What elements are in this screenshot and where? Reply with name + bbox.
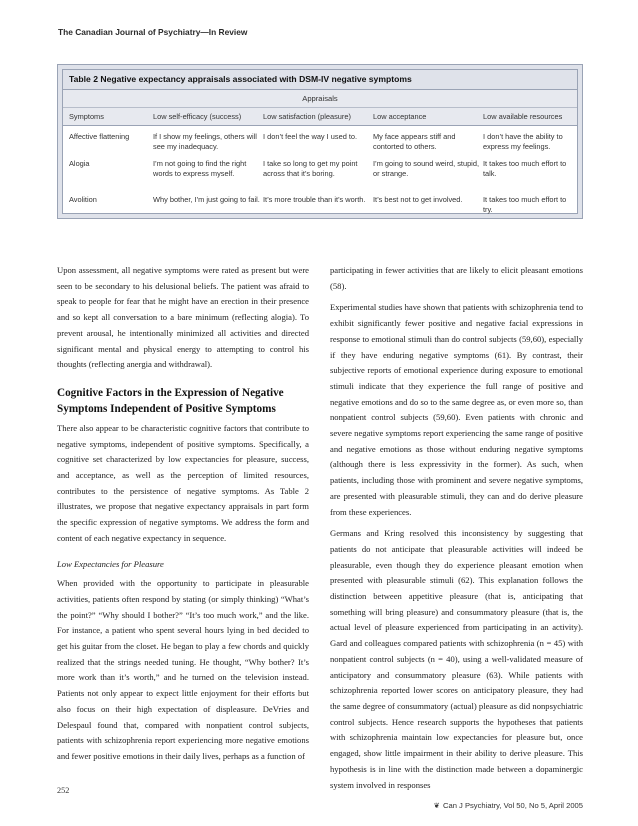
citation-text: Can J Psychiatry, Vol 50, No 5, April 2005: [443, 801, 583, 810]
body-paragraph: Experimental studies have shown that patients with schizophrenia tend to exhibit significantly fewer positive and negative facial expressions in response to emotional stimuli than do control subjects (59,60), especially if they have enduring negative symptoms (61). By contrast, their subjective reports of emotional experience during exposure to emotional stimuli indicate that they experience the full range of positive and negative emotions and do so to the same degree as, or even more so, than nonpatient control subjects (59,60). Even patients with chronic and severe negative symptoms report experiencing the same range of positive and negative emotions as those without enduring negative symptoms (although there is less expressivity in the former). As such, when patients, including those with prominent and severe negative symptoms, are presented with pleasurable stimuli, they can and do derive pleasure from these experiences.: [330, 302, 583, 517]
section-heading: Cognitive Factors in the Expression of Negative Symptoms Independent of Positive Symptoms: [57, 386, 284, 415]
footer-citation: [434, 801, 583, 810]
table-cell: I take so long to get my point across that it’s boring.: [263, 159, 358, 178]
table-cell: It’s more trouble than it’s worth.: [263, 195, 366, 204]
running-head: The Canadian Journal of Psychiatry—In Review: [58, 27, 248, 37]
maple-leaf-icon: ❦: [433, 801, 440, 810]
table-cell: I don’t have the ability to express my feelings.: [483, 132, 563, 151]
table-cell: I don’t feel the way I used to.: [263, 132, 358, 141]
page-number: 252: [57, 786, 70, 795]
table-cell: I’m not going to find the right words to express myself.: [153, 159, 247, 178]
col-header-self-efficacy: Low self-efficacy (success): [153, 112, 242, 121]
table-cell: Why bother, I’m just going to fail.: [153, 195, 260, 204]
table-group-header: Appraisals: [63, 90, 577, 108]
body-paragraph: Upon assessment, all negative symptoms were rated as present but were seen to be secondary to his delusional beliefs. The patient was afraid to speak to people for fear that he might have an erection in their presence and so kept all conversation to a bare minimum (reflecting alogia). To prevent arousal, he intentionally minimized all activities and directed significant mental and physical energy to attempting to control his thoughts (reflecting anergia and withdrawal).: [57, 265, 309, 370]
table-cell: It takes too much effort to try.: [483, 195, 567, 214]
table-frame: [62, 69, 578, 214]
table-column-headers: [63, 108, 577, 126]
table-cell: Affective flattening: [69, 132, 130, 141]
table-cell: I’m going to sound weird, stupid, or strange.: [373, 159, 479, 178]
table-2: [57, 64, 583, 219]
body-paragraph: There also appear to be characteristic cognitive factors that contribute to negative symptoms, independent of positive symptoms. Specifically, a cognitive set characterized by low expectancies for pleasure, success, and acceptance, as well as the perception of limited resources, contributes to the persistence of negative symptoms. As Table 2 illustrates, we propose that negative expectancy appraisals in part form the specific expression of negative symptoms. We address the form and content of each negative expectancy in sequence.: [57, 422, 309, 543]
subheading: Low Expectancies for Pleasure: [57, 558, 164, 569]
table-cell: If I show my feelings, others will see my inadequacy.: [153, 132, 257, 151]
table-cell: Alogia: [69, 159, 90, 168]
left-column: [57, 263, 309, 765]
table-title: Table 2 Negative expectancy appraisals associated with DSM-IV negative symptoms: [63, 70, 577, 90]
table-cell: My face appears stiff and contorted to others.: [373, 132, 456, 151]
body-paragraph: Germans and Kring resolved this inconsistency by suggesting that patients do not anticipate that pleasurable activities will indeed be pleasurable, even though they do experience pleasant emotion when presented with pleasurable stimuli (62). This explanation follows the distinction between appetitive pleasure (that is, anticipating that something will bring pleasure) and consummatory pleasure (that is, the actual level of pleasure experienced from participating in an activity). Gard and colleagues compared patients with schizophrenia (n = 45) with nonpatient control subjects (n = 40), using a well-validated measure of anticipatory and consummatory pleasure (63). While patients with schizophrenia reported lower scores on anticipatory pleasure, they had the same degree of consummatory (actual) pleasure as did nonpsychiatric control subjects. Hence research supports the hypotheses that patients with schizophrenia maintain low expectancies for pleasure but, once engaged, show little impairment in their ability to derive pleasure. This hypothesis is in line with the distinction made between a dopaminergic system involved in responses: [330, 528, 583, 790]
col-header-symptoms: Symptoms: [69, 112, 104, 121]
col-header-acceptance: Low acceptance: [373, 112, 427, 121]
col-header-resources: Low available resources: [483, 112, 563, 121]
body-paragraph: When provided with the opportunity to participate in pleasurable activities, patients often respond by stating (or simply thinking) “What’s the point?” “Why should I bother?” “It’s too much work,” and the like. For instance, a patient who spent several hours lying in bed decided to get his guitar from the closet. He began to play a few chords and quickly realized that the strings needed tuning. He thought, “Why bother? It’s more work than it’s worth,” and he turned on the television instead. Patients not only appear to expect little enjoyment for their efforts but also focus on their high expectation of displeasure. DeVries and Delespaul found that, compared with nonpatient control subjects, patients with schizophrenia report experiencing more negative emotions and fewer positive emotions in their daily lives, perhaps as a function of: [57, 578, 309, 761]
right-column: [330, 263, 583, 793]
col-header-satisfaction: Low satisfaction (pleasure): [263, 112, 351, 121]
table-cell: It’s best not to get involved.: [373, 195, 463, 204]
body-paragraph: participating in fewer activities that are likely to elicit pleasant emotions (58).: [330, 265, 583, 291]
table-cell: Avolition: [69, 195, 97, 204]
table-cell: It takes too much effort to talk.: [483, 159, 567, 178]
